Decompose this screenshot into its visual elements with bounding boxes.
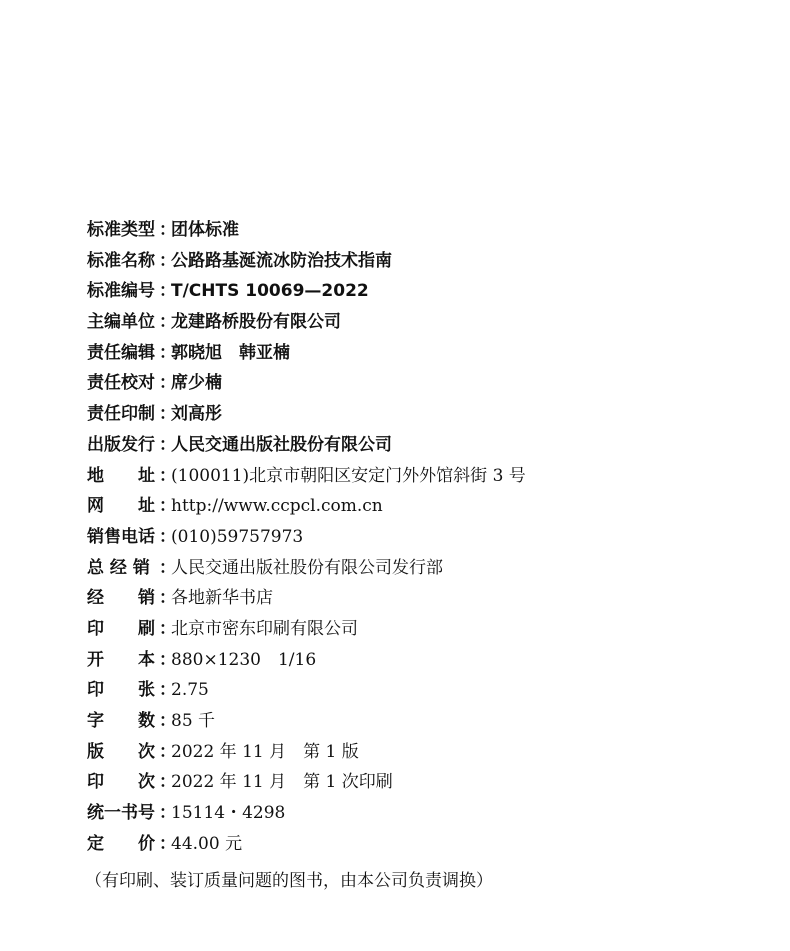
colon: ： xyxy=(159,557,176,578)
colon: ： xyxy=(159,434,176,455)
value-sales-phone: (010)59757973 xyxy=(171,526,304,547)
value-website: http://www.ccpcl.com.cn xyxy=(171,496,383,517)
colon: ： xyxy=(159,465,176,486)
value-publisher: 人民交通出版社股份有限公司 xyxy=(171,434,392,455)
row-proofreader xyxy=(87,368,777,399)
row-standard-type xyxy=(87,215,777,246)
label-word-count: 字 数 xyxy=(87,711,155,731)
label-price: 定 价 xyxy=(87,833,155,854)
label-chief-editor-unit: 主编单位 xyxy=(87,312,155,333)
colon: ： xyxy=(159,833,176,854)
value-standard-type: 团体标准 xyxy=(171,220,239,240)
value-address: (100011)北京市朝阳区安定门外外馆斜街 3 号 xyxy=(171,465,526,486)
value-book-number: 15114・4298 xyxy=(171,803,286,824)
label-address: 地 址 xyxy=(87,465,155,486)
value-edition: 2022 年 11 月 第 1 版 xyxy=(171,741,359,762)
value-standard-number: T/CHTS 10069—2022 xyxy=(171,281,369,302)
colon: ： xyxy=(159,772,176,793)
colon: ： xyxy=(159,404,176,425)
colon: ： xyxy=(159,220,176,240)
value-price: 44.00 元 xyxy=(171,833,243,854)
row-responsible-editor xyxy=(87,338,777,369)
row-distributor xyxy=(87,583,777,614)
label-publisher: 出版发行 xyxy=(87,434,155,455)
row-sales-phone xyxy=(87,522,777,553)
colon: ： xyxy=(159,526,176,547)
colon: ： xyxy=(159,496,176,517)
value-print-supervisor: 刘高彤 xyxy=(171,404,222,425)
label-standard-name: 标准名称 xyxy=(87,250,155,271)
row-sheets xyxy=(87,675,777,706)
colon: ： xyxy=(159,711,176,731)
value-general-distributor: 人民交通出版社股份有限公司发行部 xyxy=(171,557,443,578)
label-print-supervisor: 责任印制 xyxy=(87,404,155,425)
row-printing xyxy=(87,767,777,798)
colon: ： xyxy=(159,250,176,271)
colon: ： xyxy=(159,281,176,302)
value-distributor: 各地新华书店 xyxy=(171,588,273,609)
value-printer: 北京市密东印刷有限公司 xyxy=(171,618,358,639)
row-standard-name xyxy=(87,246,777,277)
row-book-number xyxy=(87,798,777,829)
value-chief-editor-unit: 龙建路桥股份有限公司 xyxy=(171,312,341,333)
colon: ： xyxy=(159,373,176,394)
colon: ： xyxy=(159,342,176,363)
colon: ： xyxy=(159,649,176,670)
label-proofreader: 责任校对 xyxy=(87,373,155,394)
quality-notice: （有印刷、装订质量问题的图书，由本公司负责调换） xyxy=(85,871,493,891)
row-edition xyxy=(87,737,777,768)
label-general-distributor: 总 经 销 xyxy=(87,557,150,578)
value-proofreader: 席少楠 xyxy=(171,373,222,394)
label-edition: 版 次 xyxy=(87,741,155,762)
label-standard-number: 标准编号 xyxy=(87,281,155,302)
label-book-number: 统一书号 xyxy=(87,803,155,824)
label-sales-phone: 销售电话 xyxy=(87,526,155,547)
row-standard-number xyxy=(87,276,777,307)
row-price xyxy=(87,829,777,860)
value-word-count: 85 千 xyxy=(171,711,216,731)
row-chief-editor-unit xyxy=(87,307,777,338)
row-address xyxy=(87,461,777,492)
colon: ： xyxy=(159,741,176,762)
colon: ： xyxy=(159,588,176,609)
colon: ： xyxy=(159,803,176,824)
colon: ： xyxy=(159,618,176,639)
row-word-count xyxy=(87,706,777,737)
label-standard-type: 标准类型 xyxy=(87,220,155,240)
value-standard-name: 公路路基涎流冰防治技术指南 xyxy=(171,250,392,271)
row-publisher xyxy=(87,430,777,461)
label-printing: 印 次 xyxy=(87,772,155,793)
label-responsible-editor: 责任编辑 xyxy=(87,342,155,363)
colon: ： xyxy=(159,312,176,333)
colon: ： xyxy=(159,680,176,701)
label-distributor: 经 销 xyxy=(87,588,155,609)
value-printing: 2022 年 11 月 第 1 次印刷 xyxy=(171,772,393,793)
row-website xyxy=(87,491,777,522)
row-print-supervisor xyxy=(87,399,777,430)
label-sheets: 印 张 xyxy=(87,680,155,701)
label-website: 网 址 xyxy=(87,496,155,517)
row-printer xyxy=(87,614,777,645)
row-general-distributor xyxy=(87,553,777,584)
label-printer: 印 刷 xyxy=(87,618,155,639)
value-format: 880×1230 1/16 xyxy=(171,649,317,670)
value-sheets: 2.75 xyxy=(171,680,209,701)
value-responsible-editor: 郭晓旭 韩亚楠 xyxy=(171,342,290,363)
colophon-list xyxy=(87,215,777,859)
row-format xyxy=(87,645,777,676)
label-format: 开 本 xyxy=(87,649,155,670)
